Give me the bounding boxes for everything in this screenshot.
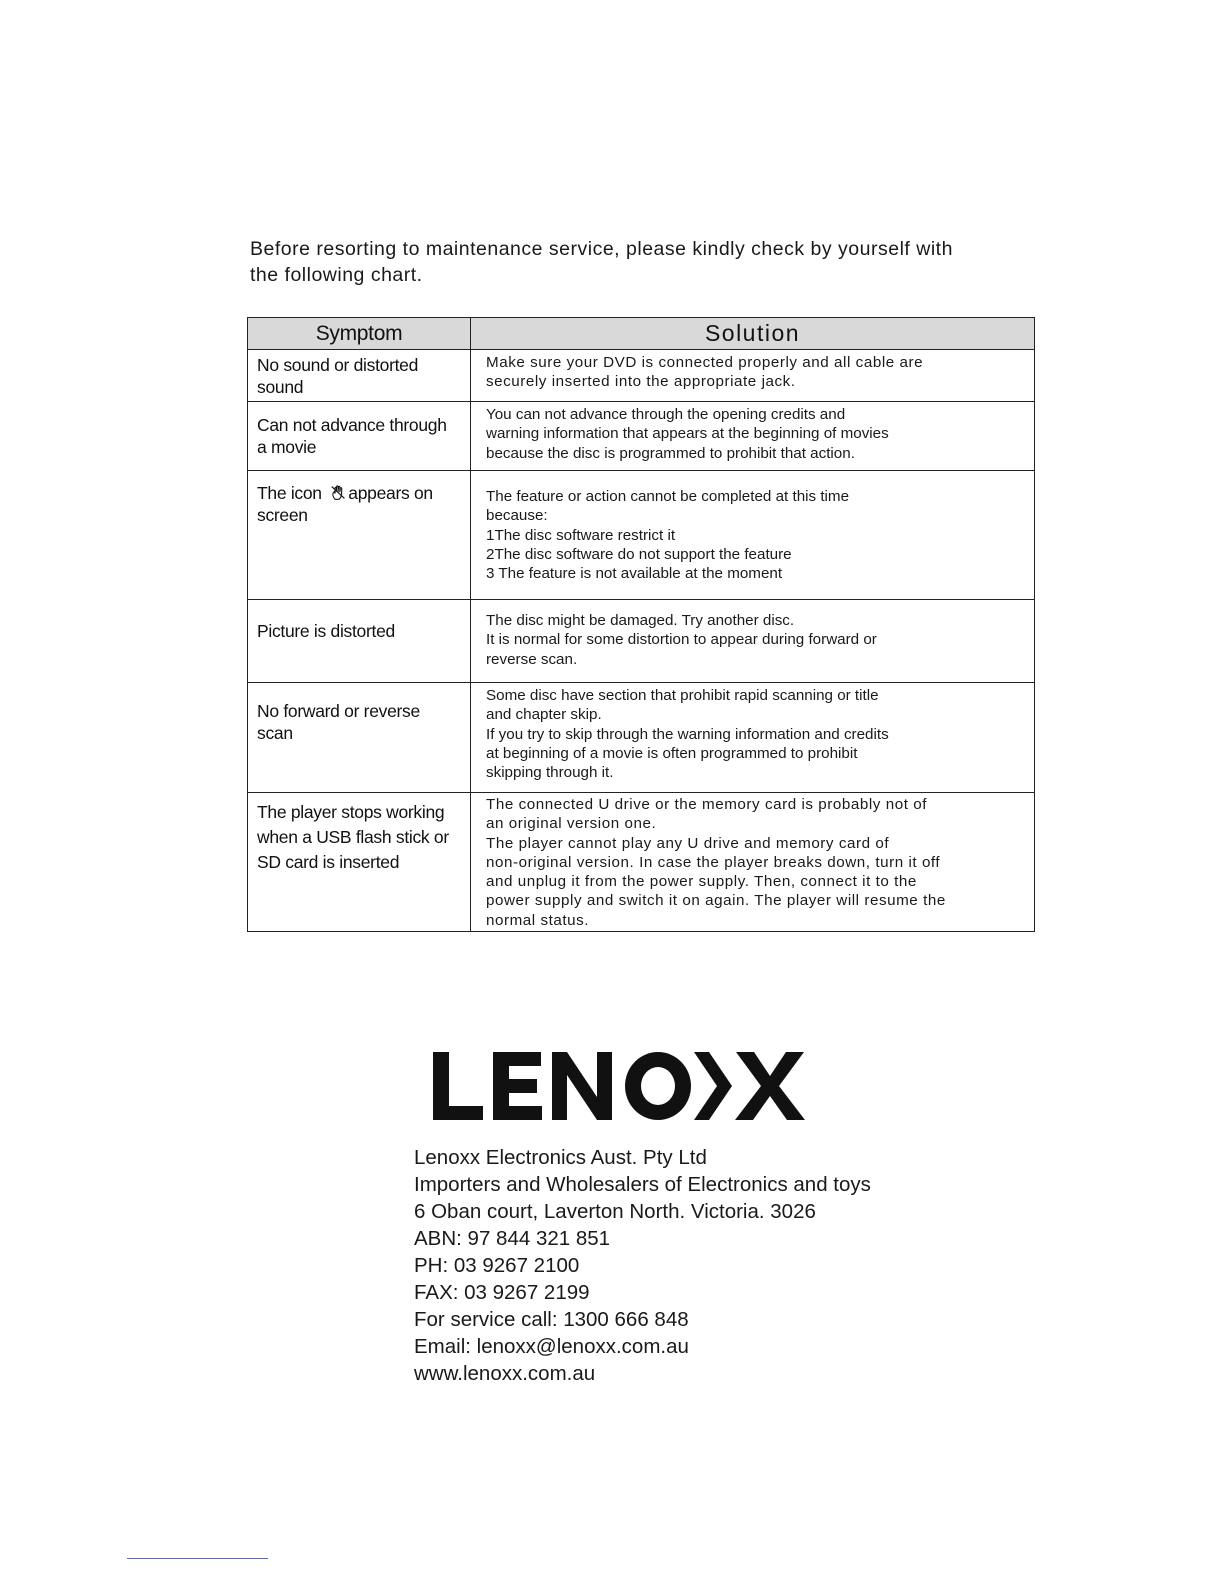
symptom-cell [248, 350, 471, 402]
table-row [248, 793, 1035, 932]
solution-line: non-original version. In case the player breaks down, turn it off [486, 853, 941, 871]
solution-line: warning information that appears at the beginning of movies [486, 425, 889, 443]
company-website[interactable]: www.lenoxx.com.au [414, 1362, 596, 1385]
company-name: Lenoxx Electronics Aust. Pty Ltd [414, 1146, 707, 1169]
symptom-line: The player stops working [257, 802, 445, 822]
symptom-cell [248, 471, 471, 600]
symptom-line [257, 482, 464, 504]
solution-line: Make sure your DVD is connected properly and all cable are [486, 354, 924, 371]
solution-line: normal status. [486, 911, 590, 929]
symptom-text: appears on [348, 483, 433, 503]
table-header-row [248, 318, 1035, 350]
intro-line-2: the following chart. [250, 264, 423, 286]
solution-cell [471, 402, 1035, 471]
company-phone: PH: 03 9267 2100 [414, 1254, 580, 1277]
solution-line: at beginning of a movie is often programmed to prohibit [486, 744, 858, 762]
footer-divider [127, 1558, 268, 1559]
company-service-line: For service call: 1300 666 848 [414, 1308, 689, 1331]
symptom-cell [248, 793, 471, 932]
symptom-line: Can not advance through [257, 415, 447, 435]
solution-cell [471, 350, 1035, 402]
company-email[interactable]: Email: lenoxx@lenoxx.com.au [414, 1335, 689, 1358]
solution-cell [471, 600, 1035, 683]
solution-line: 1The disc software restrict it [486, 526, 676, 544]
intro-text [250, 236, 1040, 288]
symptom-cell [248, 600, 471, 683]
table-row [248, 471, 1035, 600]
symptom-line: No sound or distorted [257, 355, 419, 375]
solution-line: an original version one. [486, 815, 657, 833]
table-row [248, 683, 1035, 793]
solution-line: power supply and switch it on again. The player will resume the [486, 892, 946, 910]
header-symptom: Symptom [248, 318, 471, 350]
symptom-line: when a USB flash stick or [257, 827, 449, 847]
company-abn: ABN: 97 844 321 851 [414, 1227, 611, 1250]
solution-line: Some disc have section that prohibit rapid scanning or title [486, 687, 879, 704]
solution-line: and chapter skip. [486, 706, 602, 724]
solution-line: The disc might be damaged. Try another disc. [486, 612, 795, 629]
company-fax: FAX: 03 9267 2199 [414, 1281, 590, 1304]
symptom-cell [248, 402, 471, 471]
symptom-line: Picture is distorted [257, 621, 395, 641]
company-tagline: Importers and Wholesalers of Electronics and toys [414, 1173, 871, 1196]
troubleshooting-table [247, 317, 1035, 932]
solution-line: skipping through it. [486, 764, 614, 782]
solution-line: The feature or action cannot be completed at this time [486, 488, 850, 505]
solution-cell [471, 793, 1035, 932]
solution-line: The player cannot play any U drive and memory card of [486, 834, 890, 852]
symptom-line: No forward or reverse [257, 701, 420, 721]
solution-line: because: [486, 507, 548, 525]
symptom-line: scan [257, 723, 293, 743]
solution-line: The connected U drive or the memory card is probably not of [486, 796, 928, 813]
solution-line: because the disc is programmed to prohibit that action. [486, 444, 855, 462]
company-details [414, 1144, 871, 1387]
solution-cell [471, 471, 1035, 600]
solution-cell [471, 683, 1035, 793]
symptom-line: screen [257, 505, 308, 525]
solution-line: You can not advance through the opening credits and [486, 406, 846, 423]
company-address: 6 Oban court, Laverton North. Victoria. 3026 [414, 1200, 816, 1223]
symptom-line: sound [257, 377, 304, 397]
solution-line: 2The disc software do not support the feature [486, 545, 792, 563]
solution-line: and unplug it from the power supply. Then, connect it to the [486, 873, 917, 891]
header-solution: Solution [471, 318, 1035, 350]
solution-line: It is normal for some distortion to appear during forward or [486, 631, 877, 649]
symptom-line: a movie [257, 437, 317, 457]
table-row [248, 402, 1035, 471]
intro-line-1: Before resorting to maintenance service, please kindly check by yourself with [250, 238, 953, 260]
lenoxx-logo [433, 1050, 823, 1122]
solution-line: reverse scan. [486, 650, 578, 668]
solution-line: If you try to skip through the warning information and credits [486, 725, 889, 743]
solution-line: 3 The feature is not available at the moment [486, 565, 783, 583]
symptom-text: The icon [257, 483, 327, 503]
symptom-cell [248, 683, 471, 793]
table-row [248, 600, 1035, 683]
prohibited-hand-icon [330, 484, 347, 501]
solution-line: securely inserted into the appropriate jack. [486, 373, 796, 391]
symptom-line: SD card is inserted [257, 852, 400, 872]
table-row [248, 350, 1035, 402]
